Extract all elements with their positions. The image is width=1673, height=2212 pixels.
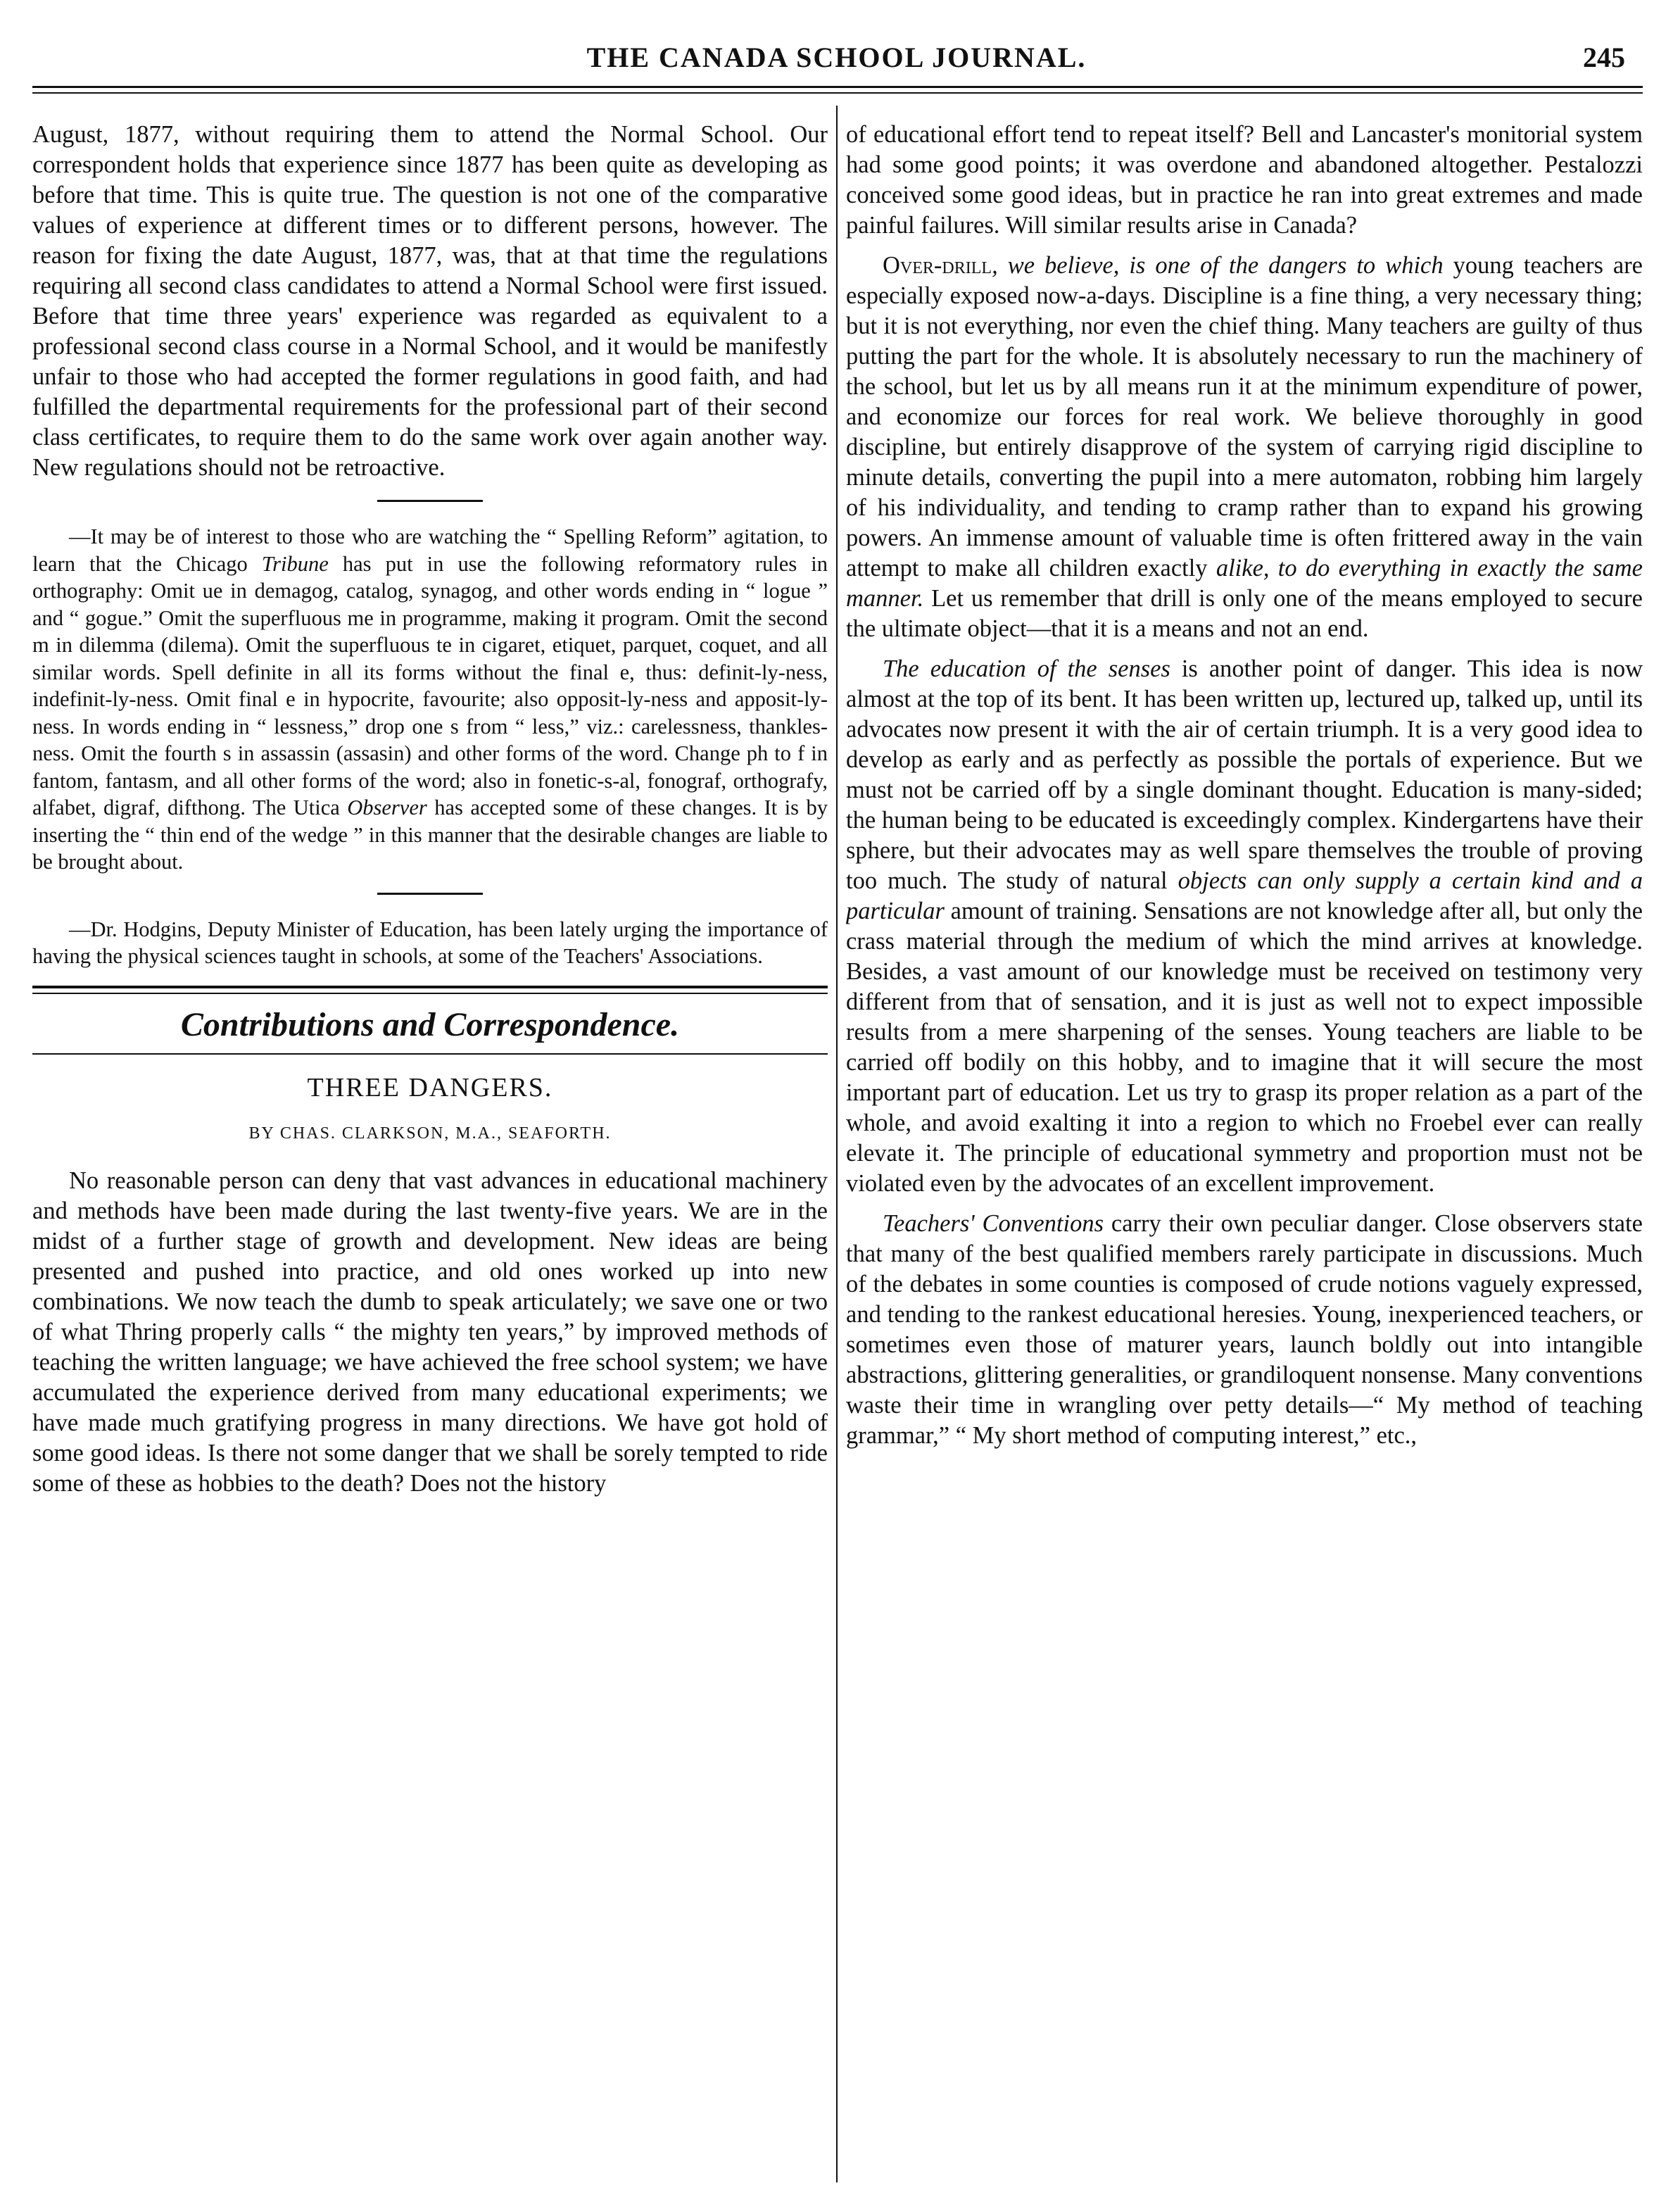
note-spelling-text-1: —It may be of interest to those who are watching the “ Spelling Reform” agitation, to learn that the Chicago — [32, 524, 828, 576]
page-number: 245 — [1583, 42, 1625, 73]
article-byline: BY CHAS. CLARKSON, M.A., SEAFORTH. — [248, 1124, 612, 1143]
short-divider — [377, 893, 483, 895]
overdrill-italic: , we believe, is one of the dangers to which — [992, 252, 1444, 279]
right-column — [846, 120, 1643, 2175]
conventions-lead: Teachers' Conventions — [883, 1210, 1104, 1237]
article-paragraph: No reasonable person can deny that vast advances in educational machinery and methods have been made during the last twenty-five years. We are in the midst of a further stage of growth and development. New ideas are being presented and pushed into practice, and old ones worked up into new combinations. We now teach the dumb to speak articulately; we save one or two of what Thring properly calls “ the mighty ten years,” by improved methods of teaching the written language; we have achieved the free school system; we have accumulated the experience derived from many educational experiments; we have made much gratifying progress in many directions. We have got hold of some good ideas. Is there not some danger that we shall be sorely tempted to ride some of these as hobbies to the death? Does not the history — [32, 1167, 828, 1497]
journal-title: THE CANADA SCHOOL JOURNAL. — [586, 42, 1087, 73]
short-divider — [377, 500, 483, 502]
senses-end: amount of training. Sensations are not knowledge after all, but only the crass material through the medium of which the mind arrives at knowledge. Besides, a vast amount of our knowledge must be received on testimony very different from that of sensation, and it is just as well not to expect impossible results from a mere sharpening of the senses. Young teachers are liable to be carried off bodily on this hobby, and to imagine that it will secure the most important part of education. Let us try to grasp its proper relation as a part of the whole, and avoid exalting it into a region to which no Froebel ever can really elevate it. The principle of educational symmetry and proportion must not be violated even by the advocates of an excellent improvement. — [846, 898, 1643, 1197]
senses-body: is another point of danger. This idea is now almost at the top of its bent. It has been written up, lectured up, talked up, until its advocates now present it with the air of certain triumph. It is a very good idea to develop as early and as perfectly as possible the portals of experience. But we must not be carried off by a single dominant thought. Education is many-sided; the human being to be educated is exceedingly complex. Kindergartens have their sphere, but their advocates may as well spare themselves the trouble of proving too much. The study of natural — [846, 655, 1643, 894]
senses-lead: The education of the senses — [883, 655, 1170, 682]
note-hodgins: —Dr. Hodgins, Deputy Minister of Education, has been lately urging the importance of having the physical sciences taught in schools, at some of the Teachers' Associations. — [32, 917, 828, 968]
overdrill-body: young teachers are especially exposed now-a-days. Discipline is a fine thing, a very necessary thing; but it is not everything, nor even the chief thing. Many teachers are guilty of thus putting the part for the whole. It is absolutely necessary to run the machinery of the school, but let us by all means run it at the minimum expenditure of power, and economize our forces for real work. We believe thoroughly in good discipline, but entirely disapprove of the system of carrying rigid discipline to minute details, converting the pupil into a mere automaton, robbing him largely of his individuality, and tending to cramp rather than to expand his growing powers. An immense amount of valuable time is often frittered away in the vain attempt to make all children exactly — [846, 252, 1643, 582]
column-divider — [836, 106, 838, 2182]
overdrill-end: Let us remember that drill is only one of the means employed to secure the ultimate object—that it is a means and not an end. — [846, 585, 1643, 642]
header-rule-bottom — [32, 92, 1643, 94]
overdrill-lead: Over-drill — [883, 252, 992, 279]
conventions-body: carry their own peculiar danger. Close observers state that many of the best qualified members rarely participate in discussions. Much of the debates in some counties is composed of crude notions vaguely expressed, and tending to the rankest educational heresies. Young, inexperienced teachers, or sometimes even those of maturer years, launch boldly out into intangible abstractions, glittering generalities, or grandiloquent nonsense. Many conventions waste their time in wrangling over petty details—“ My method of teaching grammar,” “ My short method of computing interest,” etc., — [846, 1210, 1643, 1449]
senses-italic: objects can only supply a certain kind and a particular — [846, 867, 1643, 924]
left-column — [32, 120, 828, 2175]
note-spelling-observer: Observer — [347, 796, 427, 819]
continued-paragraph: August, 1877, without requiring them to attend the Normal School. Our correspondent holds that experience since 1877 has been quite as developing as before that time. This is quite true. The question is not one of the comparative values of experience at different times or to different persons, however. The reason for fixing the date August, 1877, was, that at that time the regulations requiring all second class candidates to attend a Normal School were first issued. Before that time three years' experience was regarded as equivalent to a professional second class course in a Normal School, and it would be manifestly unfair to those who had accepted the former regulations in good faith, and had fulfilled the departmental requirements for the professional part of their second class certificates, to require them to do the same work over again another way. New regulations should not be retroactive. — [32, 121, 828, 481]
senses-paragraph — [846, 654, 1643, 1199]
continued-paragraph-right: of educational effort tend to repeat itself? Bell and Lancaster's monitorial system had some good points; it was overdone and abandoned altogether. Pestalozzi conceived some good ideas, but in practice he ran into great extremes and made painful failures. Will similar results arise in Canada? — [846, 121, 1643, 239]
article-title: THREE DANGERS. — [307, 1072, 553, 1102]
overdrill-italic-2: alike, to do everything in exactly the same manner. — [846, 555, 1643, 612]
running-head — [0, 37, 1673, 79]
note-spelling-reform — [32, 523, 828, 876]
header-rule-top — [32, 86, 1643, 88]
section-rule-lower — [32, 1053, 828, 1055]
note-spelling-text-2: has put in use the following reformatory rules in orthography: Omit ue in demagog, catalog, synagog, and other words ending in “ logue ” and “ gogue.” Omit the superfluous me in programme, making it program. Omit the second m in dilemma (dilema). Omit the superfluous te in cigaret, etiquet, parquet, coquet, and all similar words. Spell definite in all its forms without the final e, thus: definit-ly-ness, indefinit-ly-ness. Omit final e in hypocrite, favourite; also opposit-ly-ness and apposit-ly-ness. In words ending in “ lessness,” drop one s from “ less,” viz.: carelessness, thanklesness. Omit the fourth s in assassin (assasin) and other forms of the word. Change ph to f in fantom, fantasm, and all other forms of the word; also in fonetic-s-al, fonograf, orthografy, alfabet, digraf, difthong. The Utica — [32, 551, 828, 819]
section-rule — [32, 986, 828, 994]
overdrill-paragraph — [846, 251, 1643, 644]
conventions-paragraph — [846, 1209, 1643, 1451]
section-heading: Contributions and Correspondence. — [180, 1005, 680, 1043]
note-spelling-text-3: has accepted some of these changes. It is by inserting the “ thin end of the wedge ” in this manner that the desirable changes are liable to be brought about. — [32, 796, 828, 874]
note-spelling-tribune: Tribune — [261, 551, 329, 576]
